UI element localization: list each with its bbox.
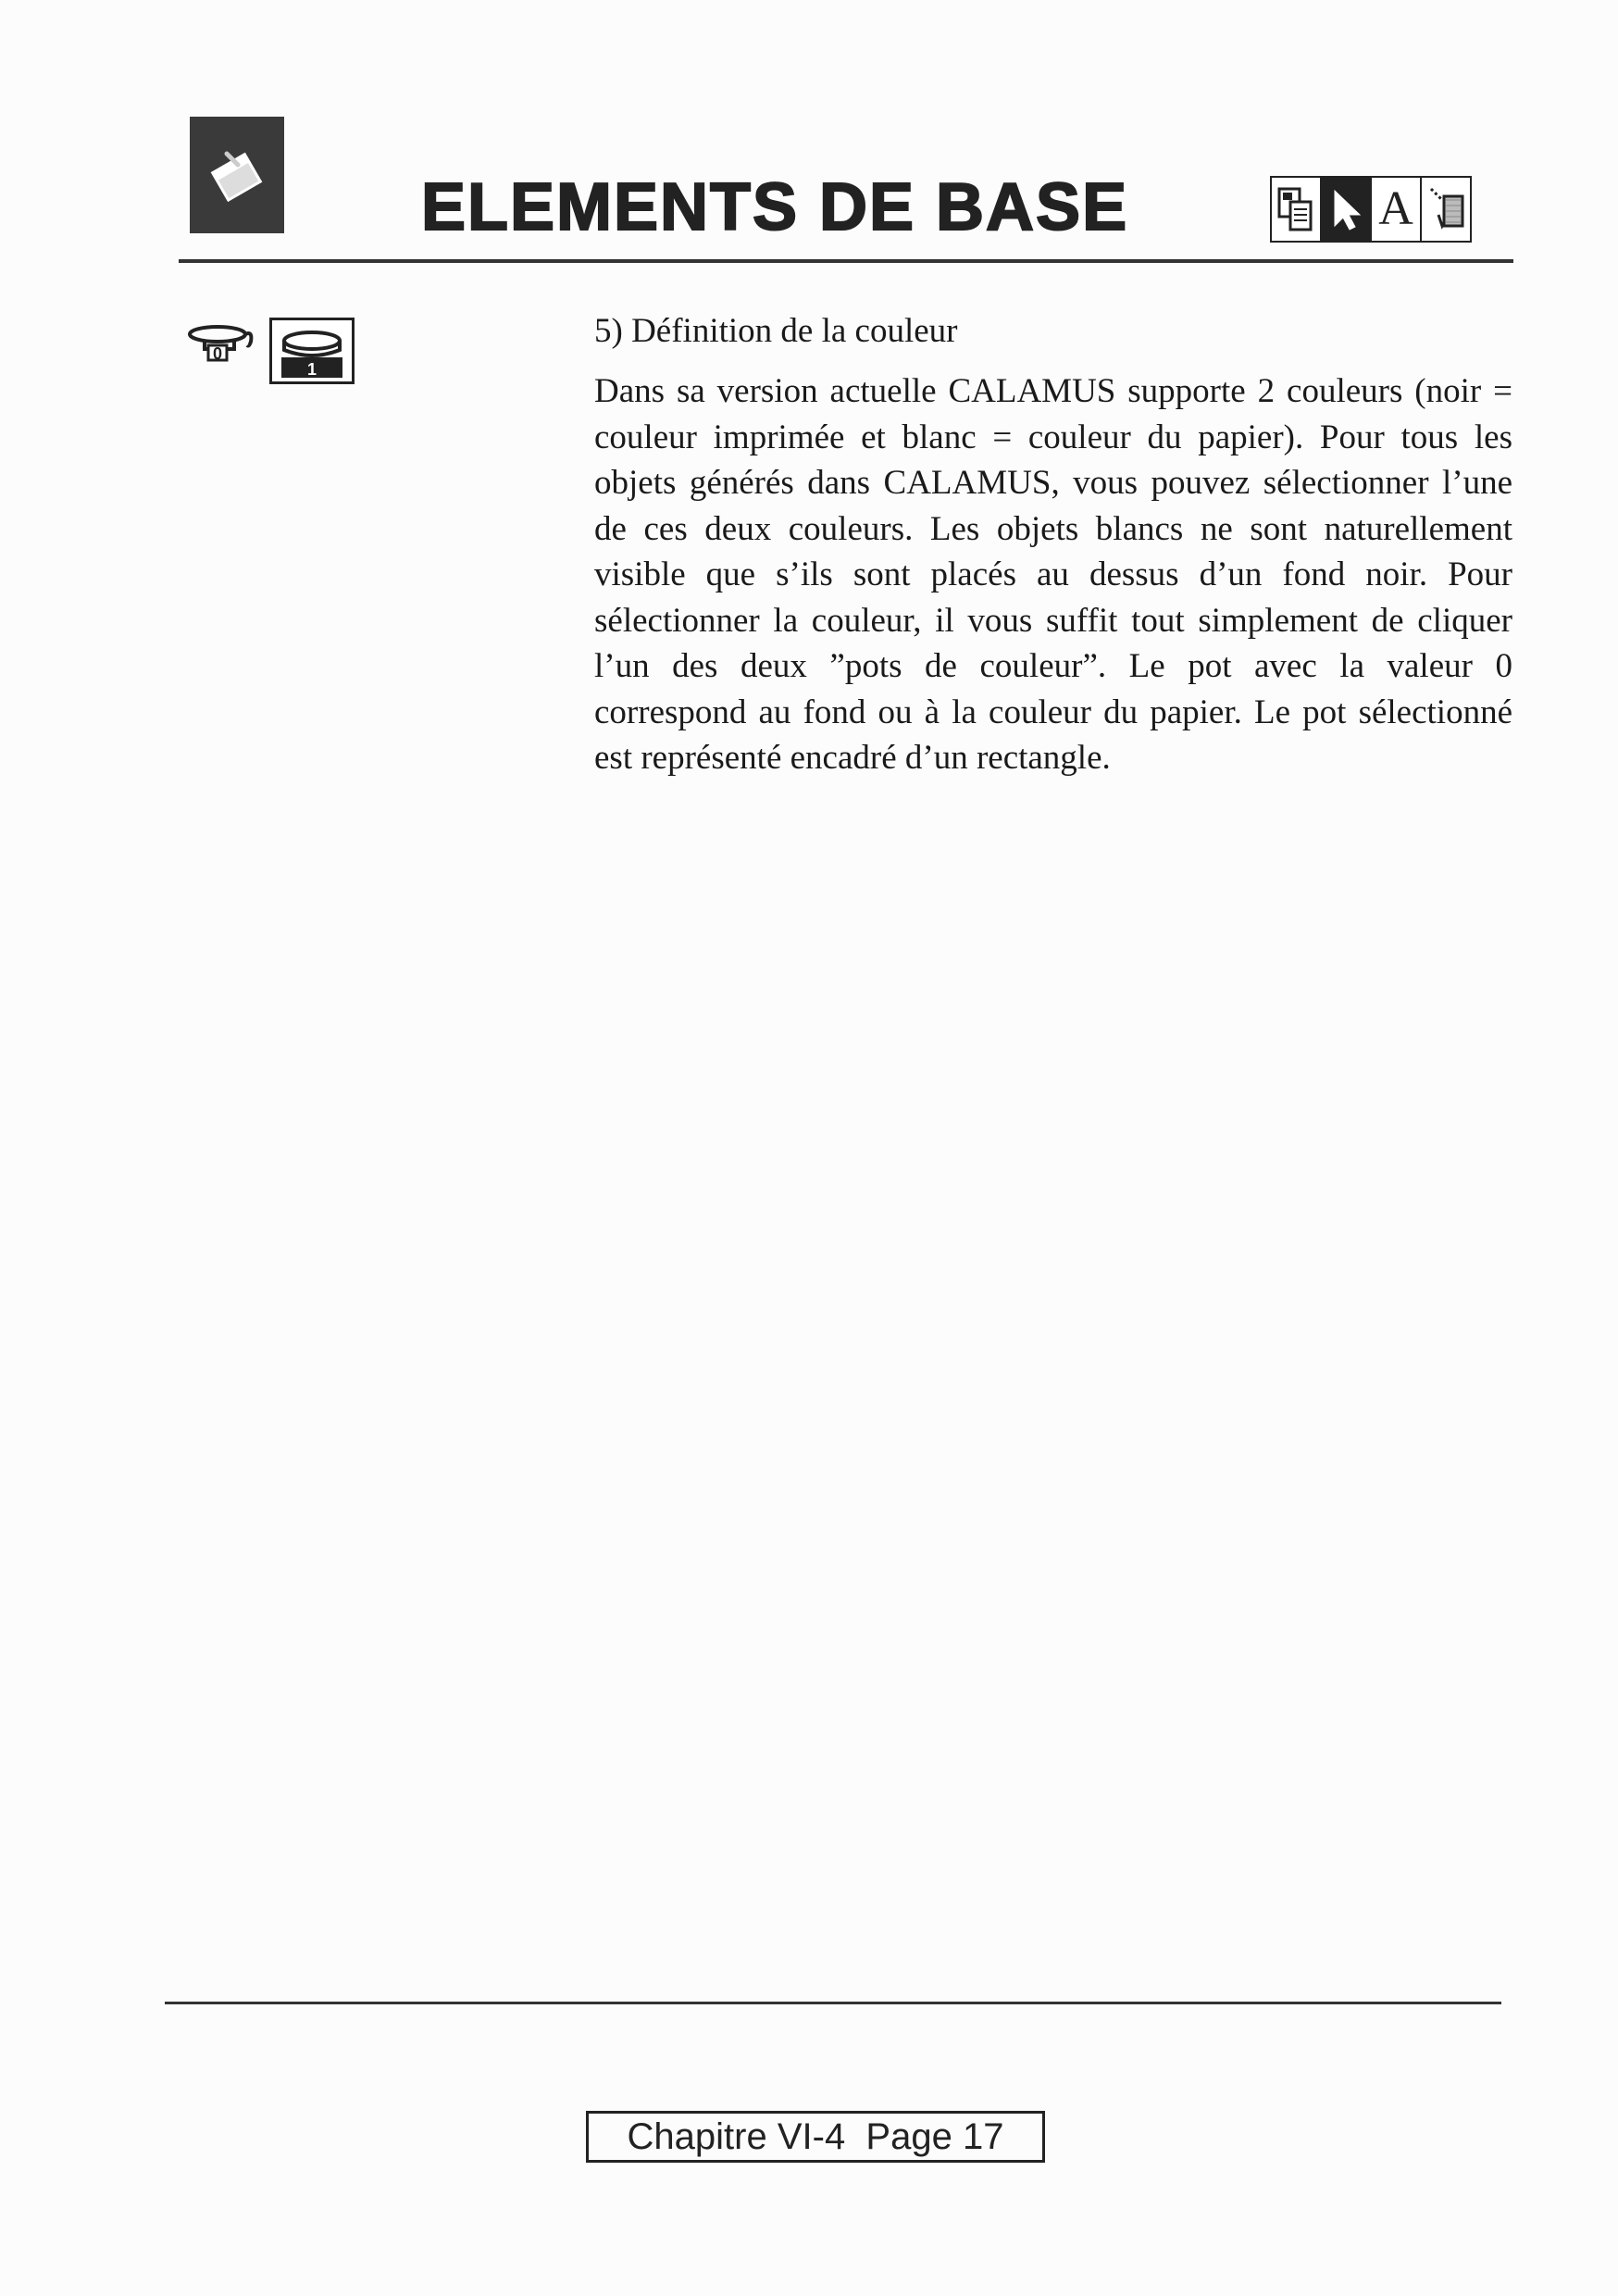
raster-frame-icon	[1425, 183, 1466, 235]
paint-pot-icon	[180, 318, 266, 382]
hand-eraser-icon	[190, 117, 284, 233]
page-number-box	[586, 2111, 1045, 2163]
section-title: 5) Définition de la couleur	[594, 312, 958, 350]
mode-toolbar	[1270, 176, 1472, 243]
chapter-icon	[190, 117, 284, 233]
arrow-cursor-icon	[1326, 183, 1366, 235]
page-layout-icon	[1276, 183, 1316, 235]
tool-page-layout[interactable]	[1272, 178, 1322, 241]
pot-0-value: 0	[212, 344, 223, 363]
tool-arrow-cursor[interactable]	[1322, 178, 1372, 241]
tool-text-mode[interactable]	[1372, 178, 1422, 241]
tool-raster-frame[interactable]	[1422, 178, 1470, 241]
page-number-label: Chapitre VI-4 Page 17	[627, 2115, 1004, 2157]
color-pot-1[interactable]	[269, 318, 355, 384]
text-mode-icon: A	[1378, 182, 1413, 235]
color-pot-0[interactable]	[180, 318, 266, 382]
page-heading: ELEMENTS DE BASE	[421, 170, 1129, 244]
footer-divider	[165, 2002, 1501, 2004]
section-paragraph: Dans sa version actuelle CALAMUS supporte 2 couleurs (noir = couleur imprimée et blanc = couleur du papier). Pour tous les objets générés dans CALAMUS, vous pouvez sélectionner l’une de ces deux couleurs. Les objets blancs ne sont naturellement visible que s’ils sont placés au dessus d’un fond noir. Pour sélectionner la couleur, il vous suffit tout simplement de cliquer l’un des deux ”pots de couleur”. Le pot avec la valeur 0 correspond au fond ou à la couleur du papier. Le pot sélectionné est représenté encadré d’un rectangle.	[594, 372, 1512, 777]
pot-1-value: 1	[306, 360, 317, 379]
color-pot-selector	[180, 318, 355, 384]
paint-pot-icon	[272, 320, 352, 381]
header-divider	[179, 259, 1513, 263]
